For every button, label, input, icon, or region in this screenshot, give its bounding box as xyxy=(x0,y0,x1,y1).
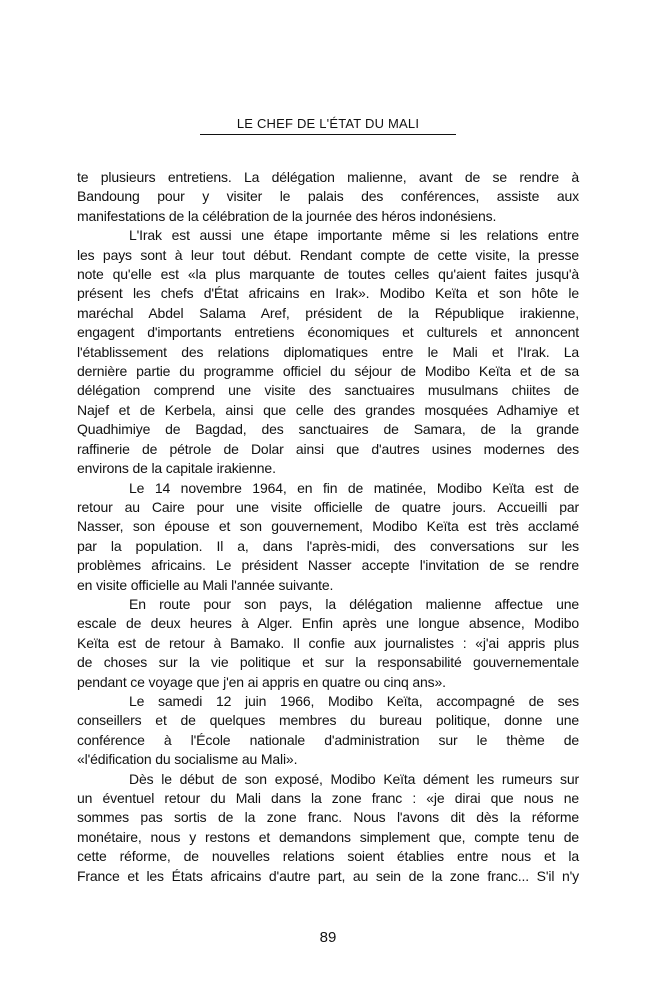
text-line: te plusieurs entretiens. La délégation malienne, avant de se rendre à xyxy=(77,169,579,185)
text-line: manifestations de la célébration de la journée des héros indonésiens. xyxy=(77,207,497,224)
paragraph xyxy=(77,692,579,770)
paragraph xyxy=(77,226,579,478)
text-line: Bandoung pour y visiter le palais des conférences, assiste aux xyxy=(77,188,579,205)
text-line: engagent d'importants entretiens économiques et culturels et annoncent xyxy=(77,324,579,341)
text-line: problèmes africains. Le président Nasser accepte l'invitation de se rendre xyxy=(77,557,579,574)
text-line: conseillers et de quelques membres du bureau politique, donne une xyxy=(77,712,579,729)
text-line: Le samedi 12 juin 1966, Modibo Keïta, accompagné de ses xyxy=(129,692,579,709)
text-line: délégation comprend une visite des sanctuaires musulmans chiites de xyxy=(77,382,579,399)
text-line: un éventuel retour du Mali dans la zone franc : «je dirai que nous ne xyxy=(77,790,579,806)
text-line: Nasser, son épouse et son gouvernement, Modibo Keïta est très acclamé xyxy=(77,518,579,535)
text-line: de choses sur la vie politique et sur la responsabilité gouvernementale xyxy=(77,654,579,671)
text-line: dernière partie du programme officiel du séjour de Modibo Keïta et de sa xyxy=(77,363,579,380)
text-line: raffinerie de pétrole de Dolar ainsi que d'autres usines modernes des xyxy=(77,440,579,457)
text-line: L'Irak est aussi une étape importante même si les relations entre xyxy=(129,227,579,244)
text-line: environs de la capitale irakienne. xyxy=(77,460,276,477)
text-line: monétaire, nous y restons et demandons simplement que, compte tenu de xyxy=(77,828,579,845)
text-line: Dès le début de son exposé, Modibo Keïta dément les rumeurs sur xyxy=(129,770,579,787)
paragraph xyxy=(77,770,579,886)
text-line: les pays sont à leur tout début. Rendant compte de cette visite, la presse xyxy=(77,246,579,263)
running-head: LE CHEF DE L'ÉTAT DU MALI xyxy=(200,116,456,135)
text-line: Keïta est de retour à Bamako. Il confie aux journalistes : «j'ai appris plus xyxy=(77,634,579,651)
paragraph xyxy=(77,168,579,226)
paragraph xyxy=(77,479,579,595)
page-number: 89 xyxy=(319,929,337,947)
text-line: Quadhimiye de Bagdad, des sanctuaires de Samara, de la grande xyxy=(77,421,579,438)
paragraph xyxy=(77,595,579,692)
text-line: France et les États africains d'autre part, au sein de la zone franc... S'il n'y xyxy=(77,867,579,884)
text-line: note qu'elle est «la plus marquante de toutes celles qu'aient faites jusqu'à xyxy=(77,266,579,283)
text-line: «l'édification du socialisme au Mali». xyxy=(77,751,298,768)
text-line: escale de deux heures à Alger. Enfin après une longue absence, Modibo xyxy=(77,615,579,632)
text-line: l'établissement des relations diplomatiques entre le Mali et l'Irak. La xyxy=(77,343,579,360)
text-line: conférence à l'École nationale d'administration sur le thème de xyxy=(77,731,579,748)
text-line: par la population. Il a, dans l'après-midi, des conversations sur les xyxy=(77,537,579,554)
page-content xyxy=(77,168,579,947)
text-line: Najef et de Kerbela, ainsi que celle des grandes mosquées Adhamiye et xyxy=(77,401,579,418)
text-line: en visite officielle au Mali l'année suivante. xyxy=(77,576,334,593)
text-line: cette réforme, de nouvelles relations soient établies entre nous et la xyxy=(77,848,579,865)
text-line: pendant ce voyage que j'en ai appris en quatre ou cinq ans». xyxy=(77,673,446,690)
text-line: retour au Caire pour une visite officielle de quatre jours. Accueilli par xyxy=(77,498,579,515)
body-text xyxy=(77,168,579,886)
text-line: maréchal Abdel Salama Aref, président de la République irakienne, xyxy=(77,304,579,321)
text-line: Le 14 novembre 1964, en fin de matinée, Modibo Keïta est de xyxy=(129,479,579,496)
text-line: présent les chefs d'État africains en Irak». Modibo Keïta et son hôte le xyxy=(77,285,579,302)
text-line: sommes pas sortis de la zone franc. Nous l'avons dit dès la réforme xyxy=(77,809,579,826)
text-line: En route pour son pays, la délégation malienne affectue une xyxy=(129,595,579,612)
